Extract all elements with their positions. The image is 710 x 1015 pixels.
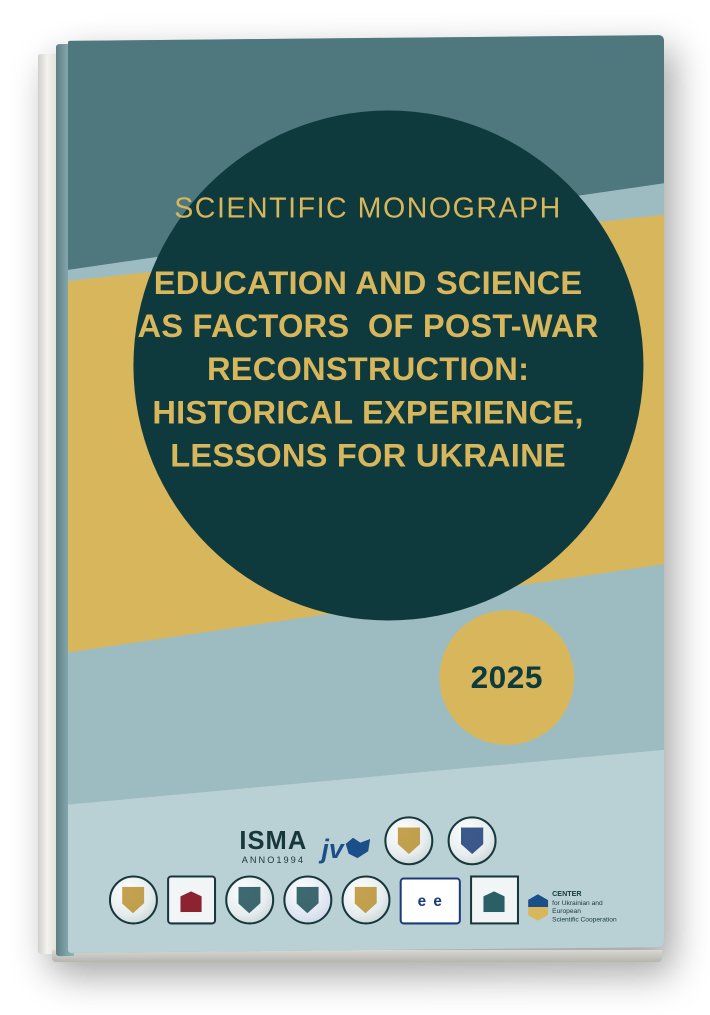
isma-logo-wordmark: ISMA [239, 826, 308, 856]
year-badge [439, 610, 574, 745]
book-mockup [38, 38, 674, 958]
ee-logo [399, 878, 460, 925]
cover-main-title [103, 261, 633, 476]
title-line-1: EDUCATION AND SCIENCE [153, 264, 583, 302]
center-logo-mark-icon [528, 894, 548, 921]
publisher-logos [103, 816, 633, 924]
cover-artwork [68, 35, 664, 953]
year-text: 2025 [470, 659, 543, 695]
book-cover [68, 35, 664, 953]
title-line-2: AS FACTORS OF POST-WAR [137, 307, 599, 345]
center-logo-text [552, 891, 627, 925]
crest-logo-5-icon [225, 875, 274, 924]
crest-logo-2-icon [448, 816, 497, 865]
jv-logo: jv [322, 834, 371, 866]
crest-logo-6-icon [283, 875, 332, 924]
crest-logo-4-icon [167, 875, 216, 924]
crest-logo-1-icon [384, 816, 433, 865]
center-ukrainian-european-cooperation-logo [528, 891, 628, 925]
crest-logo-3-icon [108, 875, 157, 924]
ee-logo-right-letter: e [433, 892, 442, 910]
crest-logo-8-icon [470, 875, 519, 924]
title-line-5: LESSONS FOR UKRAINE [170, 436, 566, 474]
ee-logo-left-letter: e [417, 892, 427, 910]
logo-row-bottom [103, 875, 633, 924]
center-logo-line-1: CENTER [552, 890, 582, 898]
logo-row-top [103, 816, 633, 865]
isma-logo-subtext: ANNO1994 [241, 855, 305, 866]
crest-logo-7-icon [341, 875, 390, 924]
title-line-4: HISTORICAL EXPERIENCE, [152, 393, 584, 431]
cover-title-block [103, 192, 633, 477]
cover-kicker: SCIENTIFIC MONOGRAPH [174, 192, 562, 224]
isma-logo [239, 826, 308, 866]
center-logo-line-3: Scientific Cooperation [552, 916, 617, 924]
title-line-3: RECONSTRUCTION: [206, 350, 530, 388]
center-logo-line-2: for Ukrainian and European [552, 899, 603, 916]
